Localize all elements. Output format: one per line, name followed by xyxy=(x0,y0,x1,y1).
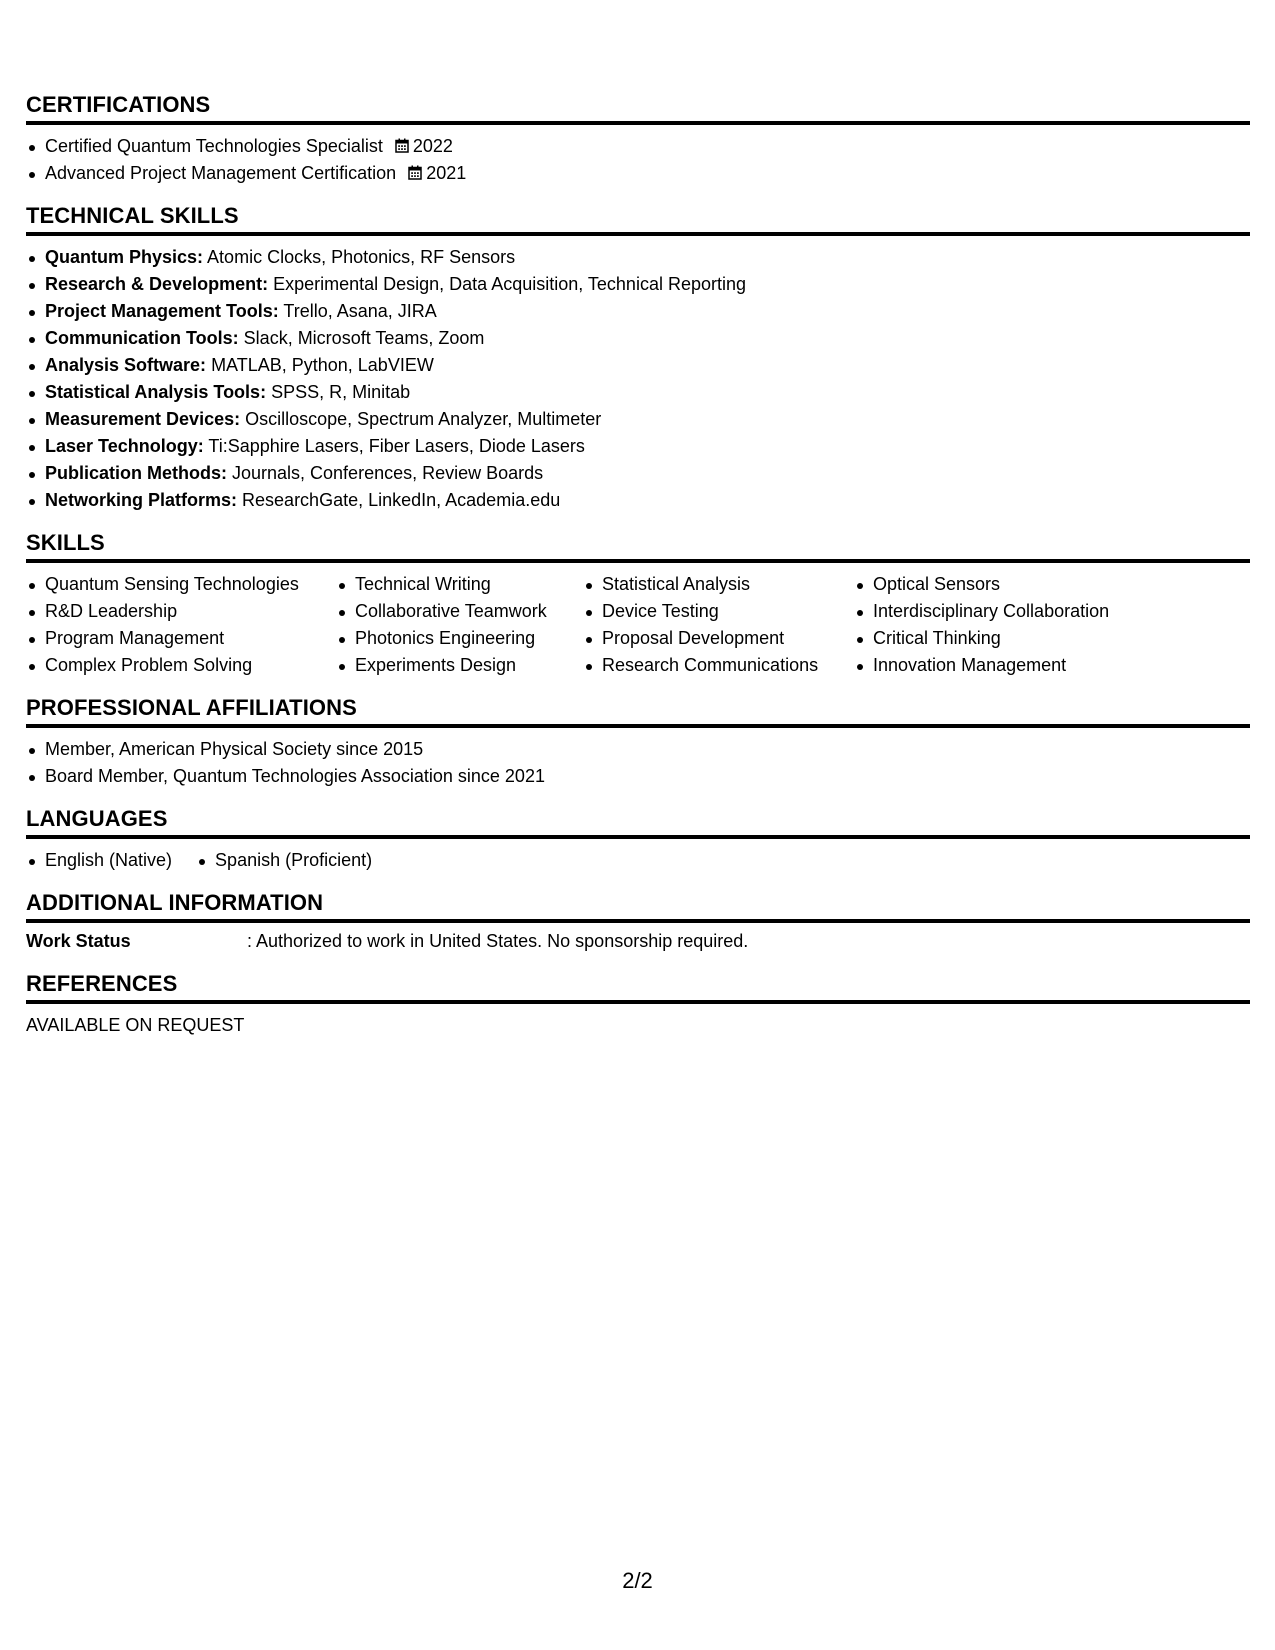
calendar-icon xyxy=(408,165,422,180)
section-title-languages: LANGUAGES xyxy=(26,806,1250,839)
languages-section xyxy=(26,806,1250,874)
certifications-section xyxy=(26,92,1250,187)
section-title-skills: SKILLS xyxy=(26,530,1250,563)
skill-item: Critical Thinking xyxy=(854,625,1154,652)
technical-skill-label: Analysis Software: xyxy=(45,355,207,375)
technical-skill-label: Publication Methods: xyxy=(45,463,227,483)
skills-column xyxy=(336,571,583,679)
skill-item: Optical Sensors xyxy=(854,571,1154,598)
affiliation-item: Member, American Physical Society since 2015 xyxy=(26,736,1250,763)
certification-name: Advanced Project Management Certification xyxy=(45,163,397,183)
language-list xyxy=(196,847,396,874)
skills-section xyxy=(26,530,1250,679)
page-number: 2/2 xyxy=(622,1568,653,1593)
technical-skill-label: Quantum Physics: xyxy=(45,247,204,267)
skill-item: Device Testing xyxy=(583,598,854,625)
section-title-references: REFERENCES xyxy=(26,971,1250,1004)
technical-skill-value: SPSS, R, Minitab xyxy=(266,382,411,402)
technical-skill-item xyxy=(26,433,1250,460)
technical-skill-value: Slack, Microsoft Teams, Zoom xyxy=(238,328,485,348)
technical-skill-label: Statistical Analysis Tools: xyxy=(45,382,267,402)
technical-skill-item xyxy=(26,352,1250,379)
technical-skill-value: Oscilloscope, Spectrum Analyzer, Multimeter xyxy=(240,409,602,429)
resume-page xyxy=(26,92,1250,1055)
skill-item: Research Communications xyxy=(583,652,854,679)
certification-year: 2022 xyxy=(412,136,453,156)
language-item: Spanish (Proficient) xyxy=(196,847,372,874)
technical-skill-item xyxy=(26,379,1250,406)
certification-item xyxy=(26,160,1250,187)
skill-item: Innovation Management xyxy=(854,652,1154,679)
affiliation-item: Board Member, Quantum Technologies Association since 2021 xyxy=(26,763,1250,790)
technical-skill-value: Journals, Conferences, Review Boards xyxy=(227,463,544,483)
skills-column xyxy=(26,571,336,679)
skills-column xyxy=(583,571,854,679)
certifications-list xyxy=(26,133,1250,187)
skill-item: Quantum Sensing Technologies xyxy=(26,571,336,598)
certification-year: 2021 xyxy=(426,163,467,183)
references-text: AVAILABLE ON REQUEST xyxy=(26,1015,245,1035)
technical-skill-item xyxy=(26,460,1250,487)
skill-item: Technical Writing xyxy=(336,571,583,598)
technical-skill-label: Project Management Tools: xyxy=(45,301,279,321)
technical-skill-label: Laser Technology: xyxy=(45,436,204,456)
work-status-label: Work Status xyxy=(26,931,131,951)
skills-column xyxy=(854,571,1154,679)
skills-grid xyxy=(26,571,1250,679)
technical-skill-value: Ti:Sapphire Lasers, Fiber Lasers, Diode Lasers xyxy=(203,436,585,456)
affiliations-list xyxy=(26,736,1250,790)
technical-skills-section xyxy=(26,203,1250,514)
technical-skill-item xyxy=(26,244,1250,271)
language-item: English (Native) xyxy=(26,847,172,874)
skill-item: Program Management xyxy=(26,625,336,652)
skill-item: Collaborative Teamwork xyxy=(336,598,583,625)
technical-skill-item xyxy=(26,298,1250,325)
section-title-additional-information: ADDITIONAL INFORMATION xyxy=(26,890,1250,923)
certification-item xyxy=(26,133,1250,160)
skill-item: Statistical Analysis xyxy=(583,571,854,598)
affiliations-section xyxy=(26,695,1250,790)
technical-skill-value: Trello, Asana, JIRA xyxy=(278,301,437,321)
technical-skill-label: Communication Tools: xyxy=(45,328,239,348)
technical-skill-value: ResearchGate, LinkedIn, Academia.edu xyxy=(237,490,561,510)
skill-item: Interdisciplinary Collaboration xyxy=(854,598,1154,625)
technical-skill-value: MATLAB, Python, LabVIEW xyxy=(206,355,434,375)
additional-information-section xyxy=(26,890,1250,955)
section-title-affiliations: PROFESSIONAL AFFILIATIONS xyxy=(26,695,1250,728)
section-title-certifications: CERTIFICATIONS xyxy=(26,92,1250,125)
technical-skill-item xyxy=(26,406,1250,433)
skill-item: Proposal Development xyxy=(583,625,854,652)
technical-skill-item xyxy=(26,271,1250,298)
work-status-value: : Authorized to work in United States. No sponsorship required. xyxy=(247,931,749,951)
technical-skill-value: Atomic Clocks, Photonics, RF Sensors xyxy=(203,247,516,267)
technical-skills-list xyxy=(26,244,1250,514)
technical-skill-label: Measurement Devices: xyxy=(45,409,241,429)
certification-name: Certified Quantum Technologies Specialist xyxy=(45,136,383,156)
references-section xyxy=(26,971,1250,1039)
languages-row xyxy=(26,847,1250,874)
work-status-row xyxy=(26,928,1250,955)
calendar-icon xyxy=(395,138,409,153)
technical-skill-value: Experimental Design, Data Acquisition, Technical Reporting xyxy=(268,274,747,294)
language-list xyxy=(26,847,196,874)
technical-skill-label: Research & Development: xyxy=(45,274,269,294)
technical-skill-label: Networking Platforms: xyxy=(45,490,238,510)
skill-item: Complex Problem Solving xyxy=(26,652,336,679)
technical-skill-item xyxy=(26,487,1250,514)
skill-item: R&D Leadership xyxy=(26,598,336,625)
skill-item: Photonics Engineering xyxy=(336,625,583,652)
section-title-technical-skills: TECHNICAL SKILLS xyxy=(26,203,1250,236)
technical-skill-item xyxy=(26,325,1250,352)
skill-item: Experiments Design xyxy=(336,652,583,679)
